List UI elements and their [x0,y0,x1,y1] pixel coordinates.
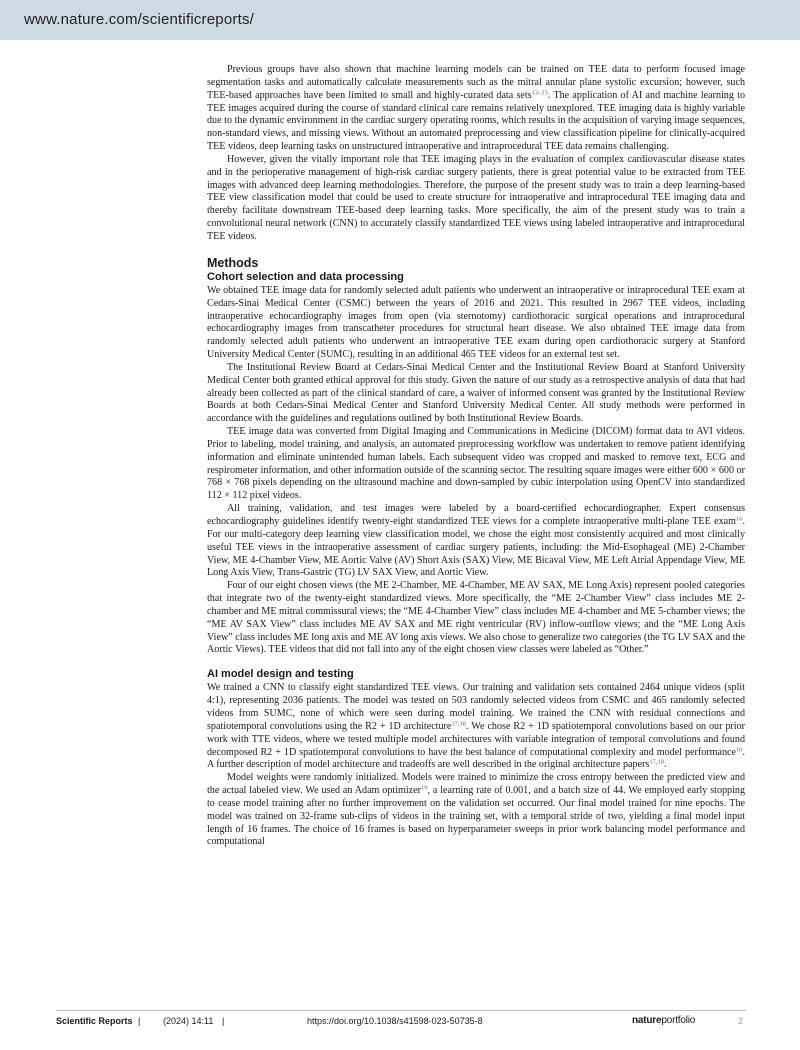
cohort-paragraph-4 [207,503,745,580]
footer-journal-name: Scientific Reports [56,1016,133,1026]
cohort-paragraph-2: The Institutional Review Board at Cedars-Sinai Medical Center and the Institutional Review Board at Stanford University Medical Center both granted ethical approval for this study. Given the nature of our study as a retrospective analysis of data that had already been collected as part of the clinical standard of care, a waiver of informed consent was granted by the Institutional Review Boards at both Cedars-Sinai Medical Center and Stanford University Medical Center. All study methods were performed in accordance with the guidelines and regulations outlined by both Institutional Review Boards. [207,361,745,425]
nature-portfolio-logo [632,1015,695,1026]
footer-separator: | [222,1016,225,1026]
paragraph-text: . A further description of model architecture and tradeoffs are well described in the original architecture papers [207,746,745,771]
article-body [207,64,745,849]
citation-link[interactable]: 17,18 [649,758,664,766]
subsection-heading-ai-model: AI model design and testing [207,668,354,681]
intro-paragraph-1 [207,64,745,154]
section-heading-methods: Methods [207,255,259,270]
subsection-heading-cohort: Cohort selection and data processing [207,270,404,283]
paragraph-text: We trained a CNN to classify eight standardized TEE views. Our training and validation sets contained 2464 unique videos (split 4:1), representing 2036 patients. The model was tested on 503 randomly selected videos from CSMC and 465 randomly selected videos from SUMC, none of which were seen during model training. We trained the CNN with residual connections and spatiotemporal convolutions using the R2 + 1D architecture [207,682,745,732]
paragraph-text: Model weights were randomly initialized. Models were trained to minimize the cross entropy between the predicted view and the actual labeled view. We used an Adam optimizer [207,772,745,797]
paragraph-text: All training, validation, and test images were labeled by a board-certified echocardiographer. Expert consensus echocardiography guidelines identify twenty-eight standardized TEE views for a complete intraoperative multi-plane TEE exam [207,503,745,527]
cohort-paragraph-5: Four of our eight chosen views (the ME 2-Chamber, ME 4-Chamber, ME AV SAX, ME Long Axis) represent pooled categories that integrate two of the twenty-eight standardized views. More specifically, the “ME 2-Chamber View” class includes ME 2-chamber and ME mitral commissural views; the “ME 4-Chamber View” class includes ME 4-chamber and ME 5-chamber views; the “ME AV SAX View” class includes ME AV SAX and ME right ventricular (RV) inflow-outflow views; and the “ME Long Axis View” class includes ME long axis and ME AV long axis views. We also chose to generalize two categories (the TG LV SAX and the Aortic Views). TEE videos that did not fall into any of the eight chosen view classes were labeled as “Other.” [207,580,745,656]
paragraph-text: . The application of AI and machine learning to TEE images acquired during the course of standard clinical care remains relatively unexplored. TEE imaging data is highly variable due to the dynamic environment in the cardiac surgery operating rooms, which results in the acquisition of varying image sequences, non-standard views, and missing views. Without an automated preprocessing and view classification pipeline for clinically-acquired TEE videos, deep learning tasks on unstructured intraoperative and intraprocedural TEE data remains challenging. [207,89,745,153]
footer-divider [56,1010,746,1011]
footer-separator: | [138,1016,141,1026]
ai-paragraph-2 [207,772,745,849]
cohort-paragraph-3: TEE image data was converted from Digital Imaging and Communications in Medicine (DICOM) format data to AVI videos. Prior to labeling, model training, and analysis, an automated preprocessing workflow was undertaken to remove patient identifying information and eliminate unintended human labels. Each subsequent video was cropped and masked to remove text, ECG and respirometer information, and other information outside of the scanning sector. The resulting square images were either 600 × 600 or 768 × 768 pixels depending on the ultrasound machine and down-sampled by cubic interpolation using OpenCV into standardized 112 × 112 pixel videos. [207,426,745,502]
paragraph-text: , a learning rate of 0.001, and a batch size of 44. We employed early stopping to cease model training after no further improvement on the validation set occurred. Our final model trained for nine epochs. The model was trained on 32-frame sub-clips of videos in the training set, with a temporal stride of two, yielding a final model input length of 16 frames. The choice of 16 frames is based on hyperparameter sweeps in prior work balancing model performance and computational [207,785,745,848]
logo-text-bold: nature [632,1015,662,1026]
site-url[interactable]: www.nature.com/scientificreports/ [24,11,255,28]
page-footer [0,1016,800,1036]
ai-paragraph-1 [207,682,745,772]
paragraph-text: . For our multi-category deep learning view classification model, we chose the eight most consistently acquired and most clinically useful TEE views in the intraoperative assessment of cardiac surgery patients, including: the Mid-Esophageal (ME) 2-Chamber View, ME 4-Chamber View, ME Aortic Valve (AV) Short Axis (SAX) View, ME Bicaval View, ME Left Atrial Appendage View, ME Long Axis View, Trans-Gastric (TG) LV SAX View, and Aortic View. [207,516,745,579]
paragraph-text: Previous groups have also shown that machine learning models can be trained on TEE data to perform focused image segmentation tasks and automatically calculate measurements such as the mitral annular plane systolic excursion; however, such TEE-based approaches have been limited to small and highly-curated data sets [207,64,745,101]
citation-link[interactable]: 17,18 [451,720,467,728]
logo-text-light: portfolio [661,1015,696,1026]
site-header-bar [0,0,800,40]
footer-doi-link[interactable]: https://doi.org/10.1038/s41598-023-50735-8 [307,1016,483,1026]
citation-link[interactable]: 16 [735,515,743,523]
page-number: 2 [738,1016,744,1026]
cohort-paragraph-1: We obtained TEE image data for randomly selected adult patients who underwent an intraoperative or intraprocedural TEE exam at Cedars-Sinai Medical Center (CSMC) between the years of 2016 and 2021. This resulted in 2967 TEE videos, including intraoperative echocardiography images from open (via sternotomy) cardiothoracic surgical operations and intraprocedural echocardiography images from transcatheter procedures for structural heart disease. We also obtained TEE image data from randomly selected adult patients who underwent an intraoperative TEE exam during open cardiothoracic surgery at Stanford University Medical Center (SUMC), resulting in an additional 465 TEE videos for an external test set. [207,284,745,361]
paragraph-text: . [663,759,667,771]
footer-volume: (2024) 14:11 [163,1016,214,1026]
citation-link[interactable]: 13–15 [531,89,548,97]
citation-link[interactable]: 10 [735,746,743,753]
citation-link[interactable]: 19 [420,784,428,792]
paragraph-text: . We chose R2 + 1D spatiotemporal convolutions based on our prior work with TTE videos, where we tested multiple model architectures with variable integration of temporal convolutions and found decomposed R2 + 1D spatiotemporal convolutions to have the best balance of computational complexity and model performance [207,720,746,758]
intro-paragraph-2: However, given the vitally important role that TEE imaging plays in the evaluation of complex cardiovascular disease states and in the perioperative management of high-risk cardiac surgery patients, there is great potential value to be extracted from TEE images with advanced deep learning methodologies. Therefore, the purpose of the present study was to train a deep learning-based TEE view classification model that could be used to create structure for intraoperative and intraprocedural TEE imaging data and thereby facilitate downstream TEE-based deep learning tasks. More specifically, the aim of the present study was to train a convolutional neural network (CNN) to accurately classify standardized TEE views using labeled intraoperative and intraprocedural TEE videos. [207,153,745,242]
